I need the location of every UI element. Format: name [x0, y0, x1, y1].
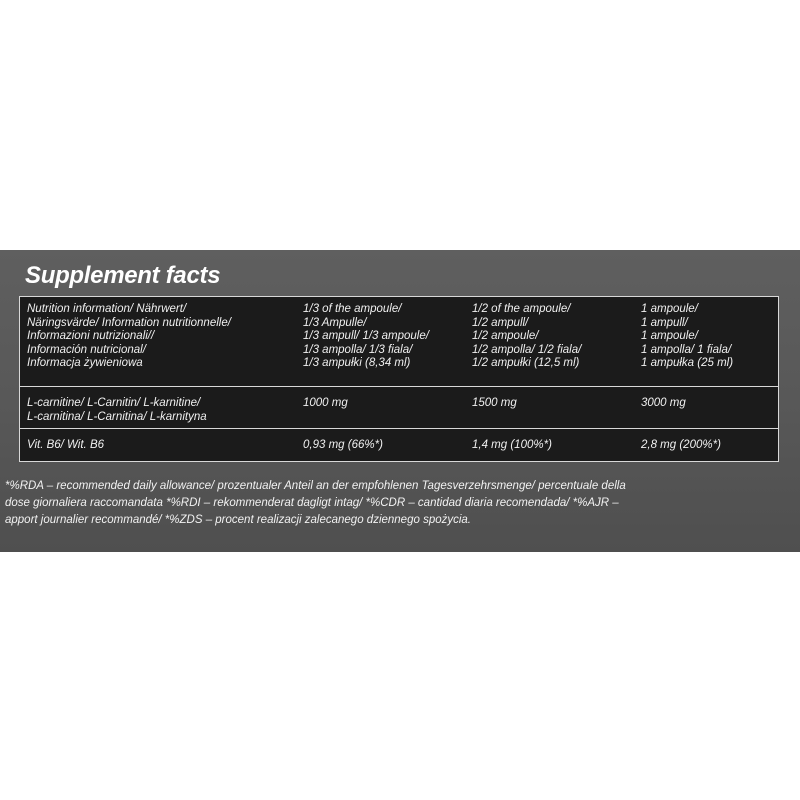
- carnitine-full-cell: 3000 mg: [641, 397, 686, 409]
- row-label: Nutrition information/ Nährwert/ Näringsvärde/ Information nutritionnelle/ Informazioni nutrizionali// Información nutricional/ Informacja żywieniowa: [27, 303, 231, 370]
- footnote: *%RDA – recommended daily allowance/ prozentualer Anteil an der empfohlenen Tagesverzehrsmenge/ percentuale della dose giornaliera raccomandata *%RDI – rekommenderat dagligt intag/ *%CDR – cantidad diaria recomendada/ *%AJR – apport journalier recommandé/ *%ZDS – procent realizacji zalecanego dziennego spożycia.: [5, 480, 626, 526]
- nutrition-table: [19, 296, 779, 462]
- b6-third-cell: 0,93 mg (66%*): [303, 439, 383, 451]
- row-label: Vit. B6/ Wit. B6: [27, 439, 105, 451]
- row-divider: [20, 428, 778, 429]
- panel-title: Supplement facts: [25, 262, 221, 289]
- serving-half-cell: 1/2 of the ampoule/ 1/2 ampull/ 1/2 ampoule/ 1/2 ampolla/ 1/2 fiala/ 1/2 ampułki (12,5 ml): [472, 303, 582, 370]
- carnitine-half-cell: 1500 mg: [472, 397, 517, 409]
- b6-full-cell: 2,8 mg (200%*): [641, 439, 721, 451]
- row-divider: [20, 386, 778, 387]
- supplement-facts-panel: [0, 250, 800, 552]
- b6-half-cell: 1,4 mg (100%*): [472, 439, 552, 451]
- row-label: L-carnitine/ L-Carnitin/ L-karnitine/ L-carnitina/ L-Carnitina/ L-karnityna: [27, 397, 207, 423]
- serving-third-cell: 1/3 of the ampoule/ 1/3 Ampulle/ 1/3 ampull/ 1/3 ampoule/ 1/3 ampolla/ 1/3 fiala/ 1/3 ampułki (8,34 ml): [303, 303, 429, 370]
- serving-full-cell: 1 ampoule/ 1 ampull/ 1 ampoule/ 1 ampolla/ 1 fiala/ 1 ampułka (25 ml): [641, 303, 734, 370]
- carnitine-third-cell: 1000 mg: [303, 397, 348, 409]
